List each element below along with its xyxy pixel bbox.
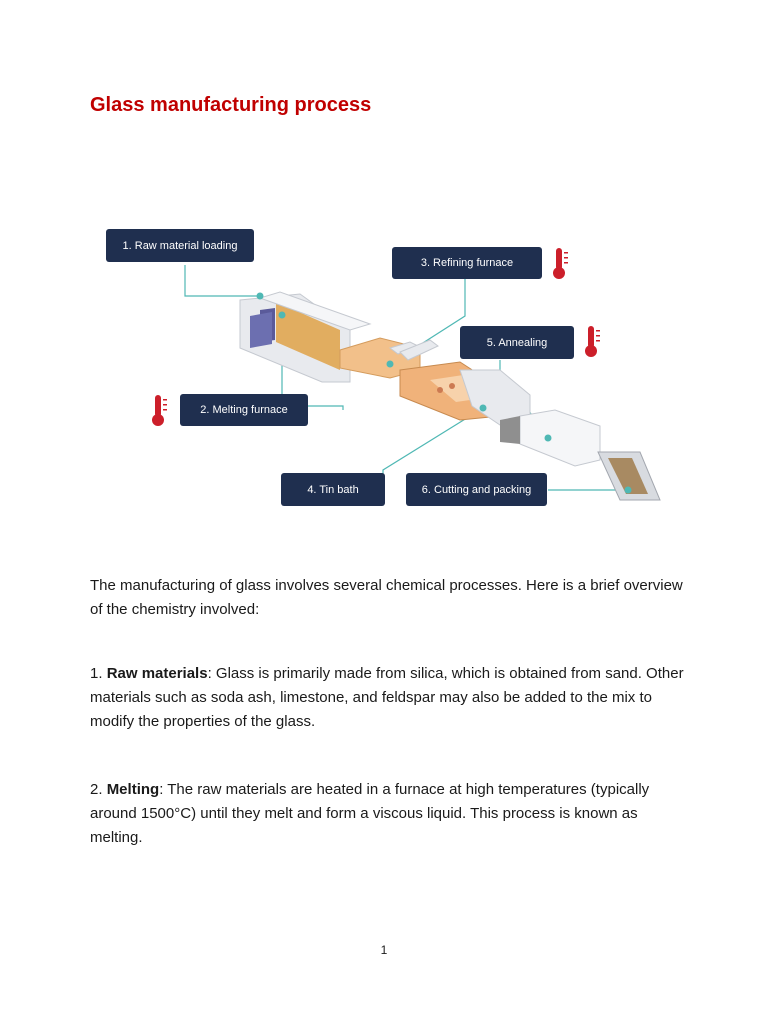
tin-bath-shape — [400, 362, 530, 425]
annealing-shape — [500, 410, 600, 466]
step-description: : Glass is primarily made from silica, which is obtained from sand. Other materials such as soda ash, limestone, and feldspar may also be added to the mix to modify the properties of the glass. — [90, 665, 684, 730]
step-number: 2. — [90, 781, 107, 798]
step-term: Melting — [106, 781, 160, 798]
intro-paragraph: The manufacturing of glass involves several chemical processes. Here is a brief overview of the chemistry involved: — [90, 577, 683, 618]
process-diagram — [100, 220, 680, 540]
thermometer-icon — [553, 248, 568, 279]
step-number: 1. — [90, 665, 107, 682]
process-illustration — [100, 220, 680, 540]
step-description: : The raw materials are heated in a furnace at high temperatures (typically around 1500°C) until they melt and form a viscous liquid. This process is known as melting. — [90, 781, 650, 846]
step-melting — [90, 778, 690, 850]
label-cutting-and-packing: 6. Cutting and packing — [406, 473, 547, 506]
label-melting-furnace: 2. Melting furnace — [180, 394, 308, 426]
label-tin-bath: 4. Tin bath — [281, 473, 385, 506]
cutting-conveyor-shape — [598, 452, 660, 500]
step-raw-materials — [90, 662, 690, 734]
thermometer-icon — [152, 395, 167, 426]
label-raw-material-loading: 1. Raw material loading — [106, 229, 254, 262]
label-annealing: 5. Annealing — [460, 326, 574, 359]
label-refining-furnace: 3. Refining furnace — [392, 247, 542, 279]
step-term: Raw materials — [106, 665, 208, 682]
thermometer-icon — [585, 326, 600, 357]
document-title: Glass manufacturing process — [90, 94, 372, 116]
page-number: 1 — [380, 943, 388, 957]
